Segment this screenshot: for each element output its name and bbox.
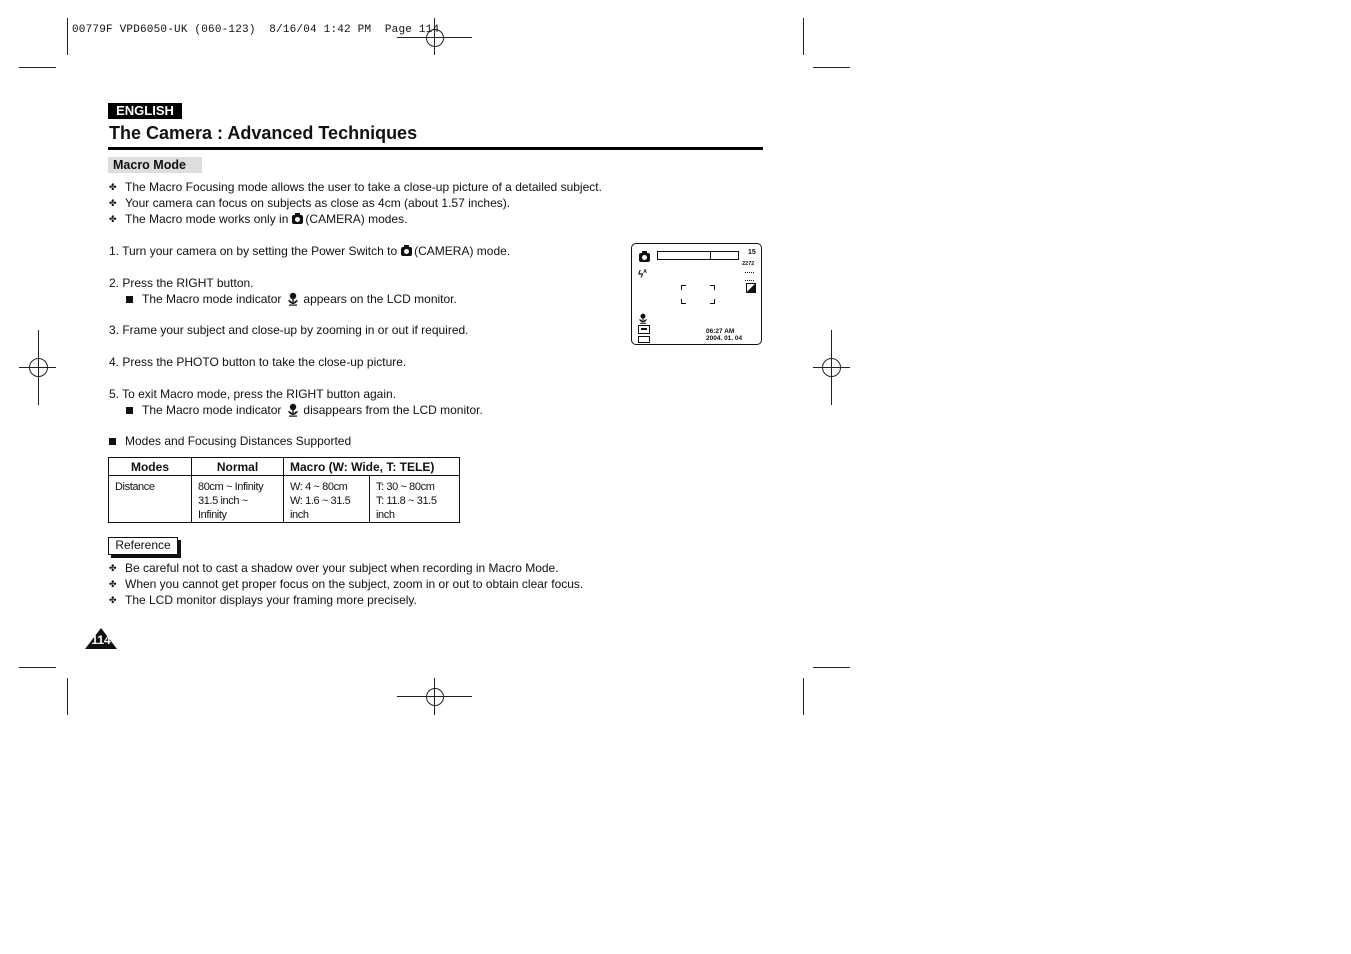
table-caption xyxy=(109,434,351,448)
list-item xyxy=(109,593,417,607)
resolution: 2272 xyxy=(742,261,755,267)
crop-mark xyxy=(67,678,68,715)
cell-text: T: 11.8 ~ 31.5 inch xyxy=(376,495,437,521)
square-bullet-icon xyxy=(126,296,133,303)
page-number: 114 xyxy=(91,633,111,647)
bullet-text: When you cannot get proper focus on the subject, zoom in or out to obtain clear focus. xyxy=(125,577,584,591)
step-text: 4. Press the PHOTO button to take the close-up picture. xyxy=(109,355,407,369)
list-item xyxy=(109,577,583,591)
caption-text: Modes and Focusing Distances Supported xyxy=(125,434,352,448)
memory-card-fill xyxy=(641,328,647,330)
shots-remaining: 15 xyxy=(748,249,756,256)
table-cell xyxy=(284,476,370,523)
step-text: 2. Press the RIGHT button. xyxy=(109,276,254,290)
table-cell xyxy=(192,476,284,523)
step-5-sub xyxy=(126,403,483,417)
focus-bracket xyxy=(681,285,686,290)
bullet-icon: ✤ xyxy=(109,594,117,605)
crop-mark xyxy=(813,667,850,668)
step-text: 1. Turn your camera on by setting the Power Switch to xyxy=(109,244,398,258)
step-text: appears on the LCD monitor. xyxy=(303,292,457,306)
step-text: disappears from the LCD monitor. xyxy=(303,403,483,417)
step-text: (CAMERA) mode. xyxy=(414,244,511,258)
flash-auto-icon: $ϟ^A$ xyxy=(638,269,647,281)
step-text: 5. To exit Macro mode, press the RIGHT button again. xyxy=(109,387,397,401)
zoom-bar-marker xyxy=(710,252,711,259)
list-item xyxy=(109,561,559,575)
focus-bracket xyxy=(710,285,715,290)
language-badge: ENGLISH xyxy=(108,103,182,119)
step-text: The Macro mode indicator xyxy=(142,292,282,306)
focus-bracket xyxy=(681,299,686,304)
list-item xyxy=(109,180,602,194)
crop-mark xyxy=(803,18,804,55)
bullet-icon: ✤ xyxy=(109,213,117,224)
row-label xyxy=(109,476,192,523)
crop-mark xyxy=(67,18,68,55)
cell-text: W: 4 ~ 80cm xyxy=(290,481,348,493)
battery-icon xyxy=(638,336,650,343)
step-2-sub xyxy=(126,292,457,306)
crop-mark xyxy=(803,678,804,715)
zoom-bar xyxy=(657,251,739,260)
step-1 xyxy=(109,244,510,258)
time: 06:27 AM xyxy=(706,328,735,335)
table-row xyxy=(109,476,460,523)
distance-table xyxy=(108,457,460,523)
crop-mark xyxy=(813,67,850,68)
square-bullet-icon xyxy=(109,438,116,445)
bullet-text: Be careful not to cast a shadow over your subject when recording in Macro Mode. xyxy=(125,561,559,575)
camera-icon xyxy=(401,247,412,256)
camera-mode-icon xyxy=(639,253,650,262)
cell-text: Distance xyxy=(115,481,155,493)
bullet-text: Your camera can focus on subjects as close as 4cm (about 1.57 inches). xyxy=(125,196,511,210)
table-cell xyxy=(370,476,460,523)
registration-mark xyxy=(29,358,48,377)
title-rule xyxy=(108,147,763,150)
bullet-icon: ✤ xyxy=(109,562,117,573)
reference-label: Reference xyxy=(108,537,178,555)
header-cell: Normal xyxy=(192,458,284,476)
cell-text: 80cm ~ Infinity xyxy=(198,481,264,493)
cell-text: T: 30 ~ 80cm xyxy=(376,481,435,493)
macro-flower-icon xyxy=(638,313,648,324)
header-cell: Macro (W: Wide, T: TELE) xyxy=(284,458,460,476)
cell-text: 31.5 inch ~ Infinity xyxy=(198,495,248,521)
macro-flower-icon xyxy=(287,292,299,306)
step-4 xyxy=(109,355,406,369)
memory-card-icon xyxy=(638,325,650,334)
page-title: The Camera : Advanced Techniques xyxy=(109,123,418,143)
bullet-text: The LCD monitor displays your framing more precisely. xyxy=(125,593,417,607)
step-5 xyxy=(109,387,396,401)
bullet-text: (CAMERA) modes. xyxy=(305,212,408,226)
bullet-icon: ✤ xyxy=(109,197,117,208)
crop-mark xyxy=(19,67,56,68)
step-text: The Macro mode indicator xyxy=(142,403,282,417)
lcd-screen xyxy=(631,243,762,345)
bullet-text: The Macro Focusing mode allows the user to take a close-up picture of a detailed subject. xyxy=(125,180,602,194)
macro-flower-icon xyxy=(287,403,299,417)
white-balance-icon xyxy=(746,283,756,293)
date: 2004. 01. 04 xyxy=(706,335,743,342)
table-header-row xyxy=(109,458,460,476)
step-text: 3. Frame your subject and close-up by zooming in or out if required. xyxy=(109,323,469,337)
list-item xyxy=(109,196,510,210)
step-3 xyxy=(109,323,469,337)
focus-bracket xyxy=(710,299,715,304)
list-item xyxy=(109,212,407,226)
crop-mark xyxy=(19,667,56,668)
step-2 xyxy=(109,276,254,290)
bullet-icon: ✤ xyxy=(109,181,117,192)
printer-header: 00779F VPD6050-UK (060-123) 8/16/04 1:42 PM Page 114 xyxy=(72,24,440,36)
quality-icon xyxy=(745,272,754,281)
registration-mark xyxy=(822,358,841,377)
header-cell: Modes xyxy=(109,458,192,476)
square-bullet-icon xyxy=(126,407,133,414)
section-title: Macro Mode xyxy=(108,157,202,173)
bullet-text: The Macro mode works only in xyxy=(125,212,289,226)
bullet-icon: ✤ xyxy=(109,578,117,589)
registration-mark xyxy=(426,688,444,706)
camera-icon xyxy=(292,215,303,224)
cell-text: W: 1.6 ~ 31.5 inch xyxy=(290,495,351,521)
header-underline xyxy=(400,37,470,38)
